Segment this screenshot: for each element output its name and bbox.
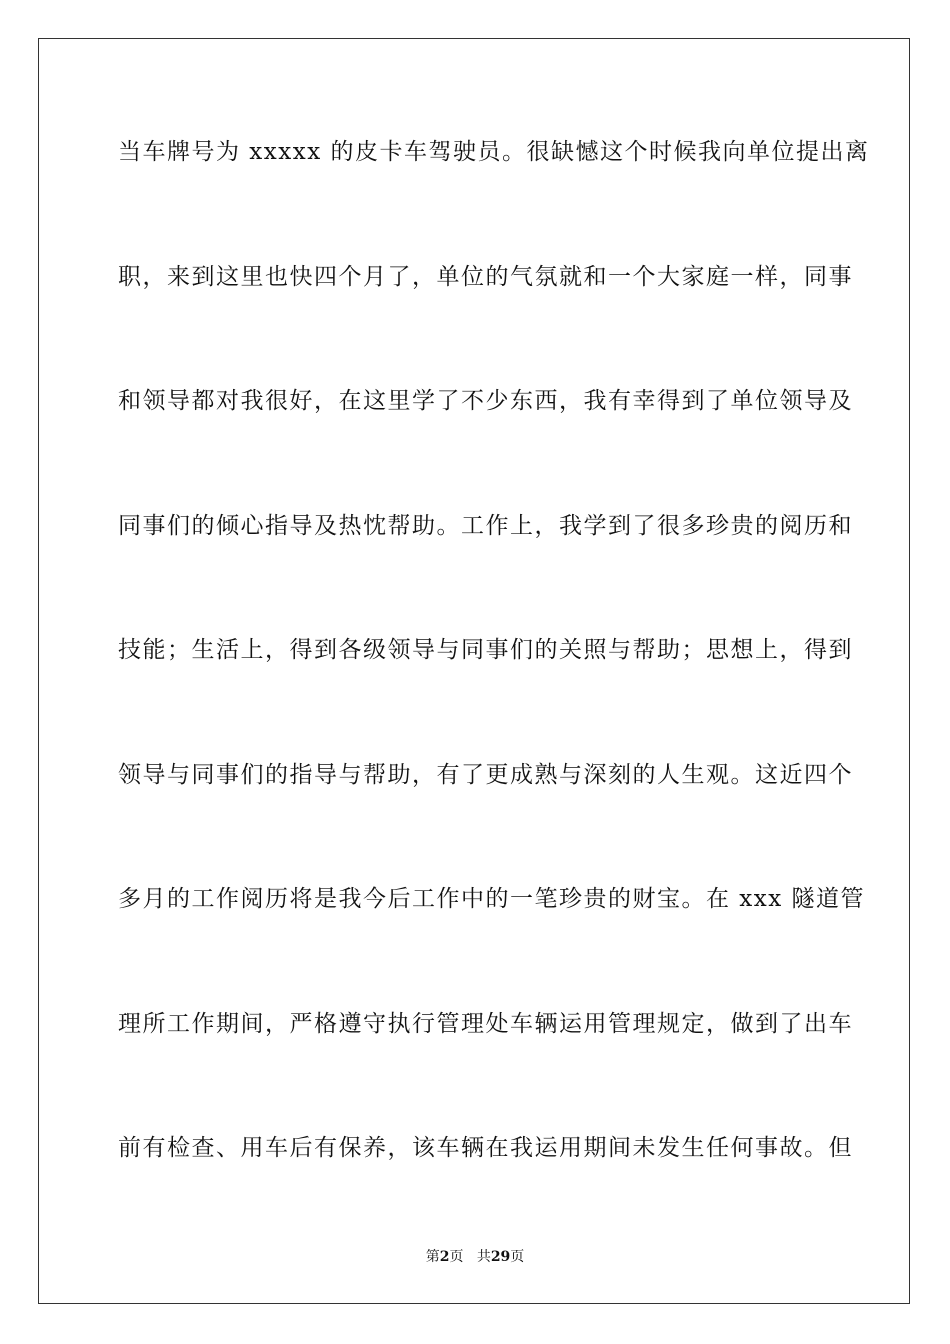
body-line: 同事们的倾心指导及热忱帮助。工作上，我学到了很多珍贵的阅历和 [118, 512, 853, 539]
footer-prefix: 第 [425, 1249, 440, 1265]
body-line: 当车牌号为 xxxxx 的皮卡车驾驶员。很缺憾这个时候我向单位提出离 [118, 139, 870, 165]
body-line: 职，来到这里也快四个月了，单位的气氛就和一个大家庭一样，同事 [118, 263, 853, 290]
page-footer [0, 1247, 950, 1267]
body-line: 多月的工作阅历将是我今后工作中的一笔珍贵的财宝。在 xxx 隧道管 [118, 886, 866, 912]
body-line: 技能；生活上，得到各级领导与同事们的关照与帮助；思想上，得到 [118, 637, 853, 663]
footer-total-prefix: 共 [476, 1249, 491, 1265]
body-line: 领导与同事们的指导与帮助，有了更成熟与深刻的人生观。这近四个 [118, 761, 853, 788]
footer-total-pages: 29 [490, 1249, 511, 1265]
footer-page-number: 2 [439, 1249, 450, 1265]
document-body [118, 134, 870, 1255]
body-line: 和领导都对我很好，在这里学了不少东西，我有幸得到了单位领导及 [118, 388, 853, 414]
body-line: 前有检查、用车后有保养，该车辆在我运用期间未发生任何事故。但 [118, 1135, 853, 1161]
body-line: 理所工作期间，严格遵守执行管理处车辆运用管理规定，做到了出车 [118, 1010, 853, 1037]
footer-page-unit: 页 [449, 1249, 464, 1265]
footer-total-unit: 页 [510, 1249, 525, 1265]
